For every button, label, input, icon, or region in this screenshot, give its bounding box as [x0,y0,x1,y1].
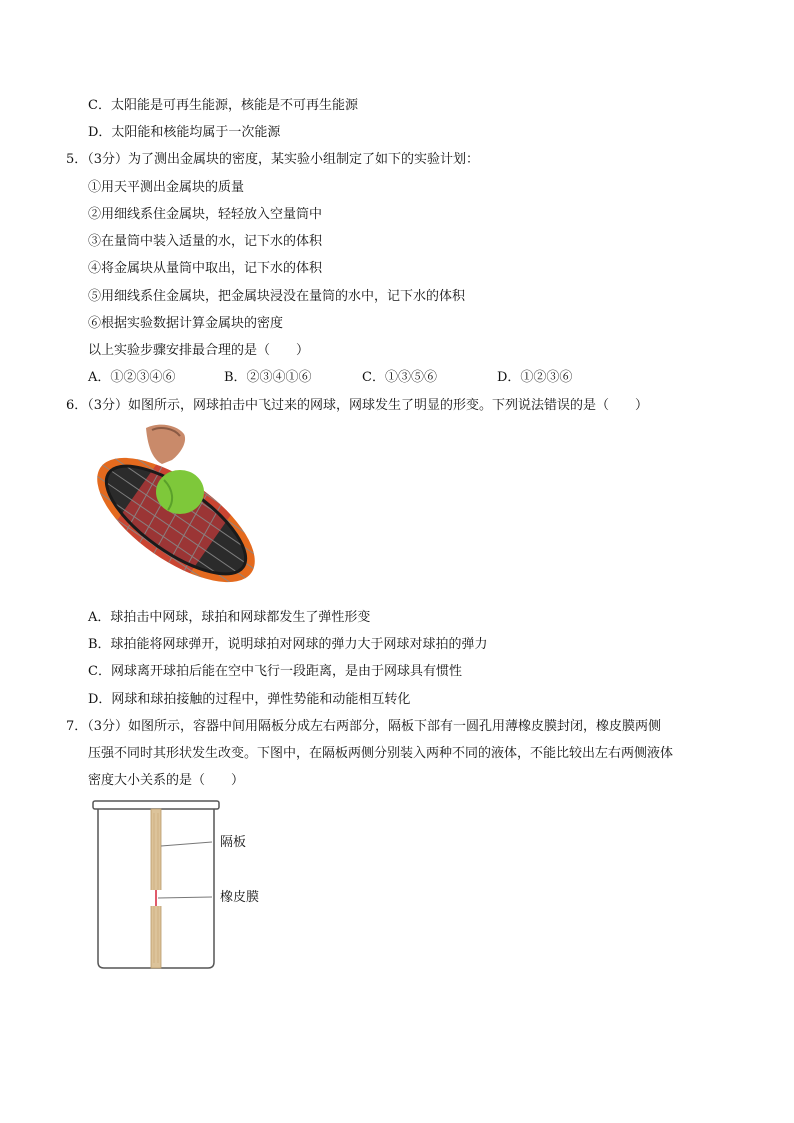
container-rim [93,801,219,809]
q6-option-d: D．网球和球拍接触的过程中，弹性势能和动能相互转化 [88,692,411,707]
q6-stem: 6．（3分）如图所示，网球拍击中飞过来的网球，网球发生了明显的形变。下列说法错误的是（ ） [66,398,649,413]
q5-option-b: B．②③④①⑥ [224,370,312,385]
container-illustration [90,798,290,973]
partition-label: 隔板 [220,835,247,850]
q6-option-a: A．球拍击中网球，球拍和网球都发生了弹性形变 [88,610,371,625]
q7-stem-line-3: 密度大小关系的是（ ） [88,773,245,788]
q5-step-5: ⑤用细线系住金属块，把金属块浸没在量筒的水中，记下水的体积 [88,289,466,304]
q5-step-1: ①用天平测出金属块的质量 [88,180,245,195]
q5-option-a: A．①②③④⑥ [88,370,176,385]
tennis-racket-figure [88,420,263,600]
q6-option-b: B．球拍能将网球弹开，说明球拍对网球的弹力大于网球对球拍的弹力 [88,637,488,652]
q5-step-3: ③在量筒中装入适量的水，记下水的体积 [88,234,323,249]
q4-option-d: D．太阳能和核能均属于一次能源 [88,125,281,140]
container-figure [90,798,290,973]
q7-stem-line-2: 压强不同时其形状发生改变。下图中，在隔板两侧分别装入两种不同的液体，不能比较出左右两侧液体 [88,746,674,761]
q5-step-2: ②用细线系住金属块，轻轻放入空量筒中 [88,207,323,222]
q6-option-c: C．网球离开球拍后能在空中飞行一段距离，是由于网球具有惯性 [88,664,462,679]
hand [146,425,185,464]
partition-leader-line [161,842,212,846]
q5-question: 以上实验步骤安排最合理的是（ ） [88,343,310,358]
tennis-ball [156,470,204,514]
tennis-racket-illustration [88,420,263,600]
q4-option-c: C．太阳能是可再生能源，核能是不可再生能源 [88,98,358,113]
membrane-label: 橡皮膜 [220,890,260,905]
q5-step-4: ④将金属块从量筒中取出，记下水的体积 [88,261,323,276]
q5-option-d: D．①②③⑥ [497,370,573,385]
q7-stem-line-1: 7．（3分）如图所示，容器中间用隔板分成左右两部分，隔板下部有一圆孔用薄橡皮膜封闭，橡皮膜两侧 [66,719,662,734]
q5-step-6: ⑥根据实验数据计算金属块的密度 [88,316,284,331]
partition [151,809,161,968]
membrane-leader-line [158,897,212,898]
q5-option-c: C．①③⑤⑥ [362,370,437,385]
q5-stem: 5．（3分）为了测出金属块的密度，某实验小组制定了如下的实验计划： [66,152,480,167]
